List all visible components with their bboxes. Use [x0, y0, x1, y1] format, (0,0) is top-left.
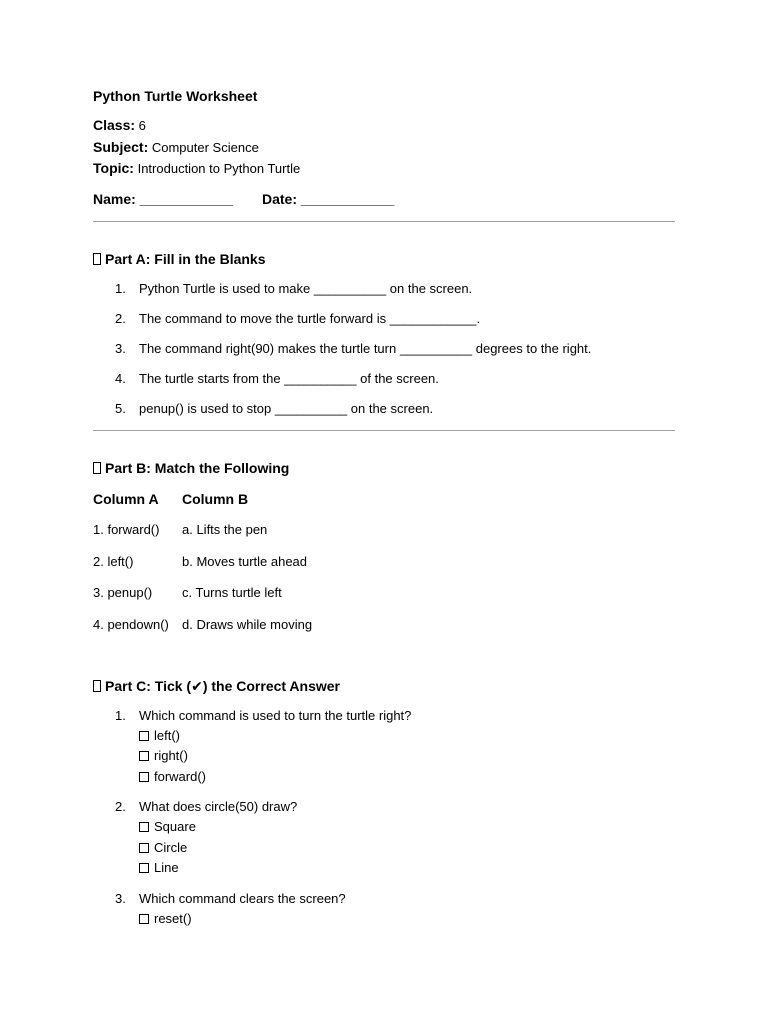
match-row — [93, 552, 675, 572]
item-text: penup() is used to stop __________ on the screen. — [139, 400, 434, 416]
item-number: 1. — [115, 280, 126, 296]
checkbox-icon[interactable] — [139, 914, 149, 924]
checkbox-icon[interactable] — [139, 822, 149, 832]
missing-glyph-icon — [93, 680, 101, 692]
name-field: Name: ____________ — [93, 190, 234, 207]
question-line — [93, 706, 675, 726]
part-a-heading — [93, 249, 675, 269]
option[interactable] — [139, 838, 675, 859]
fill-blank-item — [93, 399, 675, 419]
question-text: Which command clears the screen? — [139, 890, 346, 906]
column-b-cell: b. Moves turtle ahead — [182, 553, 308, 569]
option-label: Line — [154, 860, 179, 875]
column-b-cell: a. Lifts the pen — [182, 522, 268, 537]
item-text: The turtle starts from the __________ of the screen. — [139, 370, 439, 386]
date-field: Date: ____________ — [262, 190, 395, 207]
column-a-cell: 3. penup() — [93, 585, 153, 600]
column-b-cell: c. Turns turtle left — [182, 585, 282, 600]
missing-glyph-icon — [93, 253, 101, 265]
option[interactable] — [139, 767, 675, 788]
fill-blanks-list — [93, 279, 675, 419]
class-line — [93, 115, 675, 137]
item-number: 3. — [115, 340, 126, 356]
subject-line — [93, 137, 675, 159]
column-b-cell: d. Draws while moving — [182, 616, 313, 632]
item-number: 4. — [115, 370, 126, 386]
option-label: left() — [154, 727, 180, 743]
match-row — [93, 615, 675, 635]
column-b-header: Column B — [182, 490, 249, 507]
part-c-heading-text: Part C: Tick (✔) the Correct Answer — [105, 677, 341, 694]
checkbox-icon[interactable] — [139, 863, 149, 873]
question-number: 3. — [115, 890, 126, 906]
option-label: Square — [154, 819, 196, 834]
fill-blank-item — [93, 309, 675, 329]
item-text: The command to move the turtle forward is ____________. — [139, 310, 481, 326]
item-number: 5. — [115, 400, 126, 416]
fill-blank-item — [93, 369, 675, 389]
column-a-header: Column A — [93, 490, 159, 507]
mcq-question — [93, 889, 675, 930]
option-label: right() — [154, 748, 188, 763]
fill-blank-item — [93, 279, 675, 299]
options — [93, 726, 675, 788]
mcq-list — [93, 706, 675, 930]
question-line — [93, 797, 675, 817]
checkbox-icon[interactable] — [139, 772, 149, 782]
subject-value: Computer Science — [151, 139, 259, 155]
class-label: Class: — [93, 117, 136, 133]
divider — [93, 430, 675, 431]
divider — [93, 221, 675, 222]
option[interactable] — [139, 858, 675, 879]
match-row — [93, 583, 675, 603]
column-a-cell: 2. left() — [93, 553, 134, 569]
column-a-cell: 4. pendown() — [93, 616, 169, 632]
topic-label: Topic: — [93, 160, 134, 176]
column-a-cell: 1. forward() — [93, 522, 160, 537]
match-table-header — [93, 489, 675, 509]
question-line — [93, 889, 675, 909]
option-label: Circle — [154, 839, 188, 855]
mcq-question — [93, 706, 675, 788]
checkbox-icon[interactable] — [139, 731, 149, 741]
options — [93, 909, 675, 930]
option[interactable] — [139, 726, 675, 747]
missing-glyph-icon — [93, 462, 101, 474]
part-b-heading — [93, 458, 675, 478]
worksheet-title: Python Turtle Worksheet — [93, 88, 258, 104]
worksheet-page — [93, 86, 675, 929]
topic-value: Introduction to Python Turtle — [137, 161, 301, 176]
options — [93, 817, 675, 879]
item-number: 2. — [115, 310, 126, 326]
class-value: 6 — [138, 118, 146, 133]
name-date-line — [93, 189, 675, 209]
option-label: forward() — [154, 768, 207, 784]
mcq-question — [93, 797, 675, 879]
fill-blank-item — [93, 339, 675, 359]
option[interactable] — [139, 817, 675, 838]
option[interactable] — [139, 746, 675, 767]
option-label: reset() — [154, 910, 192, 926]
part-b-heading-text: Part B: Match the Following — [105, 459, 290, 476]
item-text: Python Turtle is used to make __________ on the screen. — [139, 280, 473, 296]
option[interactable] — [139, 909, 675, 930]
checkbox-icon[interactable] — [139, 843, 149, 853]
question-number: 2. — [115, 799, 126, 814]
topic-line — [93, 158, 675, 180]
match-row — [93, 520, 675, 540]
part-a-heading-text: Part A: Fill in the Blanks — [105, 250, 266, 267]
subject-label: Subject: — [93, 138, 149, 155]
item-text: The command right(90) makes the turtle turn __________ degrees to the right. — [139, 340, 592, 356]
question-text: Which command is used to turn the turtle right? — [139, 707, 412, 723]
question-number: 1. — [115, 707, 126, 723]
part-c-heading — [93, 676, 675, 696]
checkbox-icon[interactable] — [139, 751, 149, 761]
question-text: What does circle(50) draw? — [139, 799, 298, 814]
